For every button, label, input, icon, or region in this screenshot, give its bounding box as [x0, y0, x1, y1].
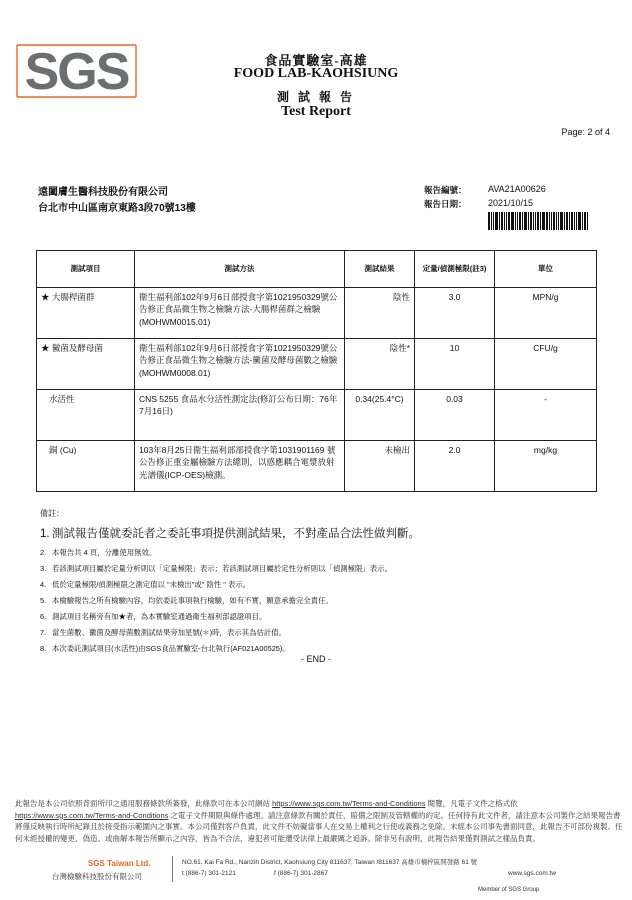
cell-result: 陰性 [345, 288, 415, 339]
report-date [424, 198, 534, 210]
company-website[interactable]: www.sgs.com.tw [508, 870, 557, 877]
barcode-bar [501, 212, 503, 230]
cell-item: ★ 黴菌及酵母菌 [37, 339, 135, 390]
barcode-bar [517, 212, 518, 230]
barcode-bar [540, 212, 541, 230]
customer-name: 遠闔膚生醫科技股份有限公司 [38, 187, 168, 198]
company-fax: f (886-7) 301-2867 [274, 870, 328, 877]
end-marker: - END - [301, 654, 331, 664]
cell-method: 衛生福利部102年9月6日部授食字第1021950329號公告修正食品微生物之檢驗方法-黴菌及酵母菌數之檢驗(MOHWM0008.01) [135, 339, 345, 390]
note-item [40, 625, 600, 641]
company-name-zh: 台灣檢驗科技股份有限公司 [52, 872, 142, 881]
member-of-sgs: Member of SGS Group [478, 887, 540, 893]
barcode-bar [522, 212, 523, 230]
header-test-result: 測試結果 [345, 251, 415, 288]
company-phone: t (886-7) 301-2121 [182, 870, 236, 877]
cell-unit: - [495, 390, 597, 441]
cell-result: 0.34(25.4°C) [345, 390, 415, 441]
table-row [37, 390, 597, 441]
barcode-bar [546, 212, 548, 230]
barcode-bar [528, 212, 529, 230]
header-test-method: 測試方法 [135, 251, 345, 288]
note-number: 6. [40, 612, 47, 621]
cell-unit: CFU/g [495, 339, 597, 390]
barcode-bar [566, 212, 568, 230]
footer-divider [172, 856, 173, 882]
cell-result: 陰性* [345, 339, 415, 390]
barcode [488, 212, 592, 230]
note-number: 5. [40, 596, 47, 605]
note-text: 低於定量極限/偵測極限之測定值以 "未檢出"或" 陰性 " 表示。 [52, 580, 251, 589]
note-number: 3. [40, 564, 47, 573]
barcode-bar [571, 212, 573, 230]
barcode-bar [549, 212, 550, 230]
table-row [37, 288, 597, 339]
report-number [424, 184, 546, 196]
note-item [40, 609, 600, 625]
barcode-bar [582, 212, 583, 230]
barcode-bar [553, 212, 555, 230]
note-text: 測試報告僅就委託者之委託事項提供測試結果，不對產品合法性做判斷。 [52, 528, 420, 540]
report-date-label: 報告日期： [424, 199, 467, 209]
barcode-bar [564, 212, 565, 230]
barcode-bar [519, 212, 521, 230]
note-item [40, 561, 600, 577]
barcode-bar [584, 212, 586, 230]
cell-result: 未檢出 [345, 441, 415, 492]
note-item [40, 545, 600, 561]
note-text: 本次委託測試項目(水活性)由SGS食品實驗室-台北執行(AF021A00525)。 [52, 644, 290, 653]
disclaimer-text: 此報告是本公司依照背面所印之通用服務條款所簽發，此條款可在本公司網站 [15, 799, 273, 808]
barcode-bar [560, 212, 563, 230]
report-date-value: 2021/10/15 [488, 198, 534, 208]
lab-name-zh: 食品實驗室-高雄 [264, 53, 368, 68]
barcode-bar [515, 212, 516, 230]
notes-title: 備註： [40, 509, 64, 518]
barcode-bar [587, 212, 588, 230]
page-number: Page: 2 of 4 [561, 127, 610, 137]
table-header-row [37, 251, 597, 288]
svg-text:SGS: SGS [24, 43, 129, 100]
barcode-bar [530, 212, 532, 230]
note-text: 測試項目名稱旁有加★者，為本實驗室通過衛生福利部認證項目。 [52, 612, 267, 621]
table-row [37, 441, 597, 492]
company-address: NO.61, Kai Fa Rd., Nanzih District, Kaohsiung City 811637, Taiwan /811637 高雄市楠梓區開發路 61 號 [182, 859, 478, 866]
notes-section [40, 508, 600, 657]
barcode-bar [506, 212, 507, 230]
barcode-bar [491, 212, 492, 230]
cell-unit: MPN/g [495, 288, 597, 339]
report-title-en: Test Report [281, 104, 351, 119]
note-text: 本報告共 4 頁，分離使用無效。 [52, 548, 157, 557]
barcode-bar [493, 212, 494, 230]
report-title-zh: 測 試 報 告 [276, 90, 355, 104]
barcode-bar [533, 212, 534, 230]
cell-method: 衛生福利部102年9月6日部授食字第1021950329號公告修正食品微生物之檢驗方法-大腸桿菌群之檢驗(MOHWM0015.01) [135, 288, 345, 339]
barcode-bar [511, 212, 514, 230]
note-item [40, 523, 600, 545]
header-limit: 定量/偵測極限(註3) [415, 251, 495, 288]
notes-list [40, 523, 600, 657]
results-table [36, 250, 597, 492]
terms-disclaimer [15, 798, 625, 844]
barcode-bar [558, 212, 559, 230]
terms-link[interactable]: https://www.sgs.com.tw/Terms-and-Conditions [272, 799, 426, 808]
barcode-bar [535, 212, 536, 230]
note-number: 8. [40, 644, 47, 653]
disclaimer-text: 閱覽，凡電子文件之格式依 [425, 799, 518, 808]
barcode-bar [495, 212, 498, 230]
barcode-bar [488, 212, 490, 230]
barcode-bar [576, 212, 577, 230]
barcode-bar [504, 212, 505, 230]
cell-unit: mg/kg [495, 441, 597, 492]
barcode-bar [569, 212, 570, 230]
barcode-bar [542, 212, 545, 230]
barcode-bar [524, 212, 527, 230]
note-number: 7. [40, 628, 47, 637]
barcode-bar [551, 212, 552, 230]
barcode-bar [578, 212, 581, 230]
cell-limit: 2.0 [415, 441, 495, 492]
barcode-bar [574, 212, 575, 230]
table-row [37, 339, 597, 390]
company-name-en: SGS Taiwan Ltd. [88, 859, 151, 868]
cell-method: 103年8月25日衛生福利部部授食字第1031901169 號公告修正重金屬檢驗方法總則，以感應耦合電漿放射光譜儀(ICP-OES)檢測。 [135, 441, 345, 492]
cell-item: 銅 (Cu) [37, 441, 135, 492]
terms-link[interactable]: https://www.sgs.com.tw/Terms-and-Conditions [15, 810, 169, 820]
note-number: 2. [40, 548, 47, 557]
cell-limit: 3.0 [415, 288, 495, 339]
barcode-bar [537, 212, 539, 230]
note-item [40, 593, 600, 609]
cell-limit: 0.03 [415, 390, 495, 441]
barcode-bar [556, 212, 557, 230]
report-number-label: 報告編號： [424, 185, 467, 195]
cell-item: 水活性 [37, 390, 135, 441]
cell-item: ★ 大腸桿菌群 [37, 288, 135, 339]
barcode-bar [499, 212, 500, 230]
report-number-value: AVA21A00626 [488, 184, 546, 194]
header-unit: 單位 [495, 251, 597, 288]
barcode-bar [508, 212, 510, 230]
note-text: 本檢驗報告之所有檢驗內容，均依委託事項執行檢驗，如有不實，願意承擔完全責任。 [52, 596, 333, 605]
lab-name-en: FOOD LAB-KAOHSIUNG [233, 66, 399, 81]
note-number: 4. [40, 580, 47, 589]
disclaimer-text: 之電子文件期限與條件處理。請注意條款有關於責任、賠償之限制及管轄權的約定。任何持有此文件者，請注意本公司製作之結果報告書將僅反映執行時所紀錄且於接受指示範圍內之事實。本公司僅對客戶負責，此文件不妨礙當事人在交易上權利之行使或義務之免除。未經本公司事先書面同意，此報告不可部份複製。任何未經授權的變更、偽造、或曲解本報告所顯示之內容，皆為不合法，違犯者可能遭受法律上最嚴厲之追訴。除非另有說明，此報告結果僅對測試之樣品負責。 [15, 810, 623, 843]
cell-limit: 10 [415, 339, 495, 390]
cell-method: CNS 5255 食品水分活性測定法(修訂公布日期：76年7月16日) [135, 390, 345, 441]
note-item [40, 577, 600, 593]
customer-address: 台北市中山區南京東路3段70號13樓 [38, 203, 196, 214]
note-number: 1. [40, 528, 50, 540]
note-text: 若該測試項目屬於定量分析則以「定量極限」表示；若該測試項目屬於定性分析則以「偵測極限」表示。 [52, 564, 392, 573]
note-text: 當生菌數、黴菌及酵母菌數測試結果旁加星號(＊)時，表示其為估計值。 [52, 628, 287, 637]
header-test-item: 測試項目 [37, 251, 135, 288]
